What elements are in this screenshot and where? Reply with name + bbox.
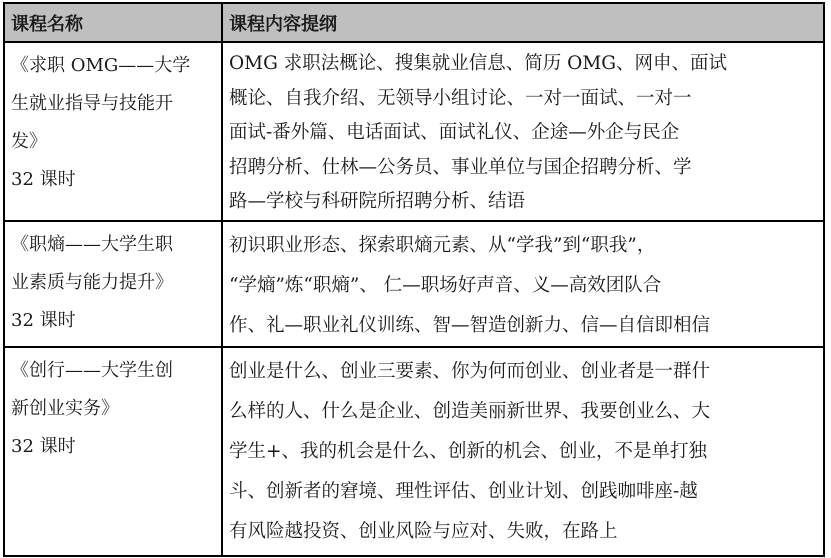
outline-line: 概论、自我介绍、无领导小组讨论、一对一面试、一对一 [229, 87, 692, 109]
outline-line: 么样的人、什么是企业、创造美丽新世界、我要创业么、大 [229, 400, 711, 422]
outline-line: 创业是什么、创业三要素、你为何而创业、创业者是一群什 [229, 360, 711, 382]
course-outline [229, 43, 817, 220]
course-outline-cell [222, 221, 824, 347]
outline-line: “学熵”炼“职熵”、 仁—职场好声音、义—高效团队合 [229, 274, 662, 296]
outline-line: 斗、创新者的窘境、理性评估、创业计划、创践咖啡座-越 [229, 480, 698, 502]
course-name-line: 《职熵——大学生职 [11, 233, 173, 255]
course-name-cell [4, 221, 222, 347]
outline-line: 招聘分析、仕林—公务员、事业单位与国企招聘分析、学 [229, 156, 692, 178]
course-name-line: 新创业实务》 [11, 397, 119, 419]
course-hours: 32 课时 [11, 169, 76, 190]
header-row [4, 3, 824, 42]
outline-line: 面试-番外篇、电话面试、面试礼仪、企途—外企与民企 [229, 122, 680, 143]
course-name [11, 43, 215, 161]
outline-line: OMG 求职法概论、搜集就业信息、简历 OMG、网申、面试 [229, 53, 728, 74]
table-row [4, 221, 824, 347]
course-hours: 32 课时 [11, 435, 76, 457]
course-name-line: 《创行——大学生创 [11, 359, 173, 381]
course-name-cell [4, 42, 222, 221]
header-course-name: 课程名称 [4, 3, 222, 42]
course-outline [229, 348, 817, 552]
course-name-line: 《求职 OMG——大学 [11, 55, 191, 76]
outline-line: 作、礼—职业礼仪训练、智—智造创新力、信—自信即相信 [229, 314, 711, 336]
course-name-line: 发》 [11, 131, 47, 152]
course-name-line: 业素质与能力提升》 [11, 271, 173, 293]
table-row [4, 347, 824, 556]
course-name [11, 222, 215, 302]
course-name [11, 348, 215, 428]
outline-line: 学生+、我的机会是什么、创新的机会、创业，不是单打独 [229, 440, 708, 462]
course-outline-cell [222, 347, 824, 556]
course-outline-cell [222, 42, 824, 221]
table-row [4, 42, 824, 221]
course-name-line: 生就业指导与技能开 [11, 93, 173, 114]
outline-line: 路—学校与科研院所招聘分析、结语 [229, 191, 526, 212]
course-table [3, 2, 825, 557]
course-name-cell [4, 347, 222, 556]
outline-line: 初识职业形态、探索职熵元素、从“学我”到“职我”， [229, 234, 656, 256]
course-outline [229, 222, 817, 346]
header-course-outline: 课程内容提纲 [222, 3, 824, 42]
outline-line: 有风险越投资、创业风险与应对、失败，在路上 [229, 520, 618, 542]
course-hours: 32 课时 [11, 309, 76, 331]
